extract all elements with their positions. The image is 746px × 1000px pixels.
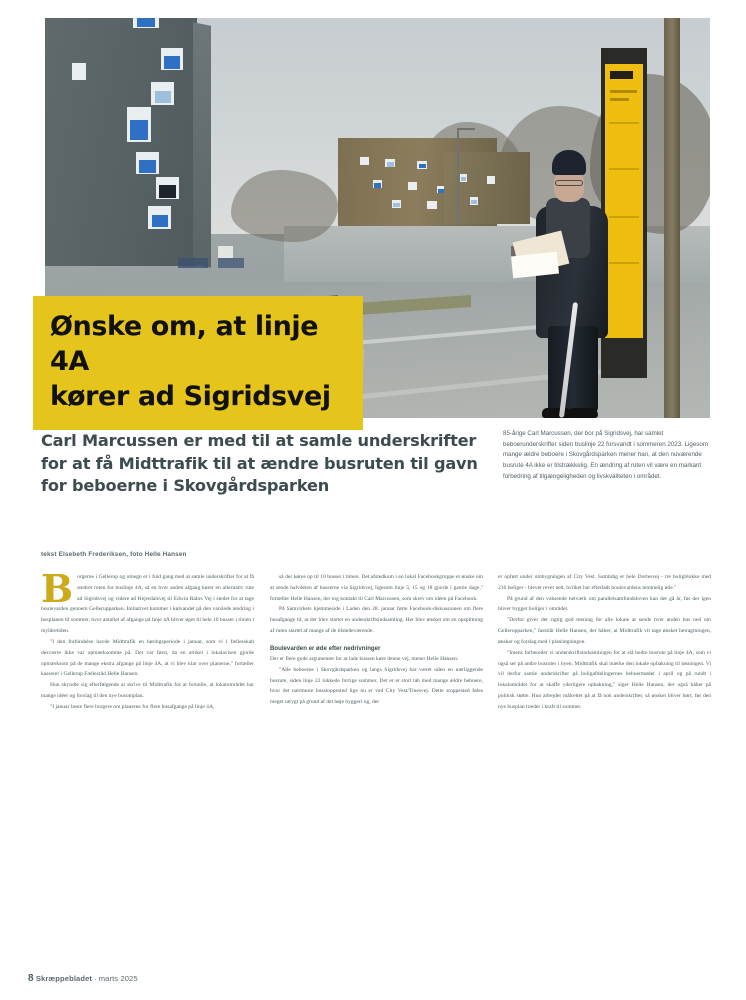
roadside-sign xyxy=(218,246,233,258)
body-column-2 xyxy=(270,572,483,940)
body-paragraph: Borgerne i Gellerup og omegn er i fuld gang med at samle underskrifter for at få ændret ruten for buslinje 4A, så en hver anden afgang kører en alternativ rute ad Sigridsvej og videre ad Hejredalsvej til Edwin Rahrs Vej i stedet for at tage boulevarden gennem Gellerupparken. Initiativet kommer i kølvandet på den varslede ændring i busplanen til sommer, hvor antallet af afgange på linje 4A bliver øget til hele 10 busser i timen i myldretiden. xyxy=(41,572,254,635)
body-paragraph: er opført under ombygningen af City Vest. Samtidig er hele Dortesvej - tre boligblokke med 216 boliger - blevet revet ned, hvilket har efterladt boulevardens temmelig øde." xyxy=(498,574,711,591)
man-shoe xyxy=(568,408,598,418)
body-subheading: Boulevarden er øde efter nedrivninger xyxy=(270,644,381,652)
body-paragraph: "Alle beboerne i Skovgårdsparken og langs Sigridsvej har været uden en nærliggende busrute, siden linje 22 lukkede forrige sommer. Det er et stort tab med mange ældre beboere, hvor det nærmeste busstoppested lige nu er ved City Vest/Tinesvej. Dette stoppested føles meget utrygt på grund af det høje byggeri og, der xyxy=(270,666,483,706)
byline: tekst Elsebeth Frederiksen, foto Helle Hansen xyxy=(41,551,187,558)
issue-date: marts 2025 xyxy=(98,974,138,983)
body-paragraph: På Samvirkets hjemmeside i Laden den 28. januar førte Facebook-diskussionen om flere busafgange til, at der blev startet en underskriftsindsamling. Her blev ønsket om en opsplitning af ruten startet af mange af de tilstedeværende. xyxy=(270,606,483,635)
body-paragraph: "I januar læste flere borgere om planerne for flere busafgange på linje 4A, xyxy=(50,703,215,710)
wheelie-bins xyxy=(218,258,244,268)
page-title xyxy=(50,309,346,414)
body-column-3 xyxy=(498,572,711,940)
drop-cap: B xyxy=(41,572,74,611)
body-paragraph: Der er flere gode argumenter for at lade bussen køre denne vej, mener Helle Hansen: xyxy=(270,656,459,663)
street-lamp xyxy=(457,130,459,226)
body-paragraph: På grund af den voksende netværk om parallelsamfundsloven kan der gå år, før der igen bliver bygget boliger i området. xyxy=(498,595,711,613)
body-paragraph: Hun skyndte sig efterfølgende at skrive til Midttrafik for at fortælle, at lokalområdet har mange idéer og forslag til den nye busomplan. xyxy=(41,682,254,699)
page-footer xyxy=(28,973,138,984)
footer-separator: · xyxy=(94,974,97,983)
body-paragraph: "I den forbindelse havde Midttrafik en høringsperiode i januar, som vi i fællesskab desværre ikke var opmærksomme på. Det var først, da en artikel i lokalavisen gjorde opmærksom på de mange ekstra afgange på linje 4A, at vi blev klar over planerne," fortæller kasserer i Gellerup Fællesråd Helle Hansen. xyxy=(41,638,254,678)
headline-banner xyxy=(33,296,363,430)
masthead: Skræppebladet xyxy=(35,974,93,983)
street-lamp-arm xyxy=(457,128,475,130)
body-paragraph: "Imens forbereder vi underskriftsindsamlingen for at stå bedre busrute på linje 4A, som vi også ser på andre busruter i byen. Midttrafik skal mærke den lokale opbakning til løsningen. Vi vil derfor samle underskrifter på boligafdelingernes beboermøder i april og på rundt i lokalområdet for at skaffe yderligere opbakning," siger Helle Hansen, der også håber på politisk støtte. Hun arbejder målrettet på at få nok underskrifter, så ønsket bliver hørt, før den nye busplan træder i kraft til sommer. xyxy=(498,649,711,710)
sign-pole xyxy=(664,18,680,418)
headline-line-1: Ønske om, at linje 4A xyxy=(50,311,319,378)
body-paragraph: så der køres op til 10 busser i timen. Det afstedkom i en lokal Facebookgruppe et ønske om at sende halvdelen af busserne via Sigridsvej, ligesom linje 5, 15 og 18 gjorde i gamle dage," fortæller Helle Hansen, der tog kontakt til Carl Marcussen, som skrev om idéen på Facebook. xyxy=(270,574,483,602)
article-deck: Carl Marcussen er med til at samle underskrifter for at få Midttrafik til at ændre busruten til gavn for beboerne i Skovgårdsparken xyxy=(41,431,478,496)
photo-caption: 85-årige Carl Marcussen, der bor på Sigridsvej, har samlet beboerunderskrifter siden buslinje 22 forsvandt i sommeren 2023. Ligesom mange ældre beboere i Skovgårdsparken mener han, at den nuværende busrute 4A ikke er tilstrækkelig. En ændring af ruten vil være en markant forbedring af tilgængeligheden og livskvaliteten i området. xyxy=(503,430,708,480)
bus-sign-label xyxy=(610,71,633,79)
man-beanie xyxy=(552,150,586,175)
glasses-icon xyxy=(555,180,583,186)
headline-line-2: kører ad Sigridsvej xyxy=(50,381,331,413)
article-body xyxy=(41,572,711,940)
tree-line xyxy=(231,170,337,242)
body-paragraph: "Derfor giver det rigtig god mening for alle lokale at sende hver anden bus ned om Gellerupparken," fastslår Helle Hansen, der håber, at Midttrafik vil tage ønsket betragtningen, ønsker og forslag med i planlægningen. xyxy=(498,617,711,645)
body-column-1 xyxy=(41,572,254,940)
page-number: 8 xyxy=(28,973,34,984)
apartment-block-left xyxy=(45,18,197,266)
wheelie-bins xyxy=(178,258,208,268)
man-at-bus-stop xyxy=(528,150,620,418)
